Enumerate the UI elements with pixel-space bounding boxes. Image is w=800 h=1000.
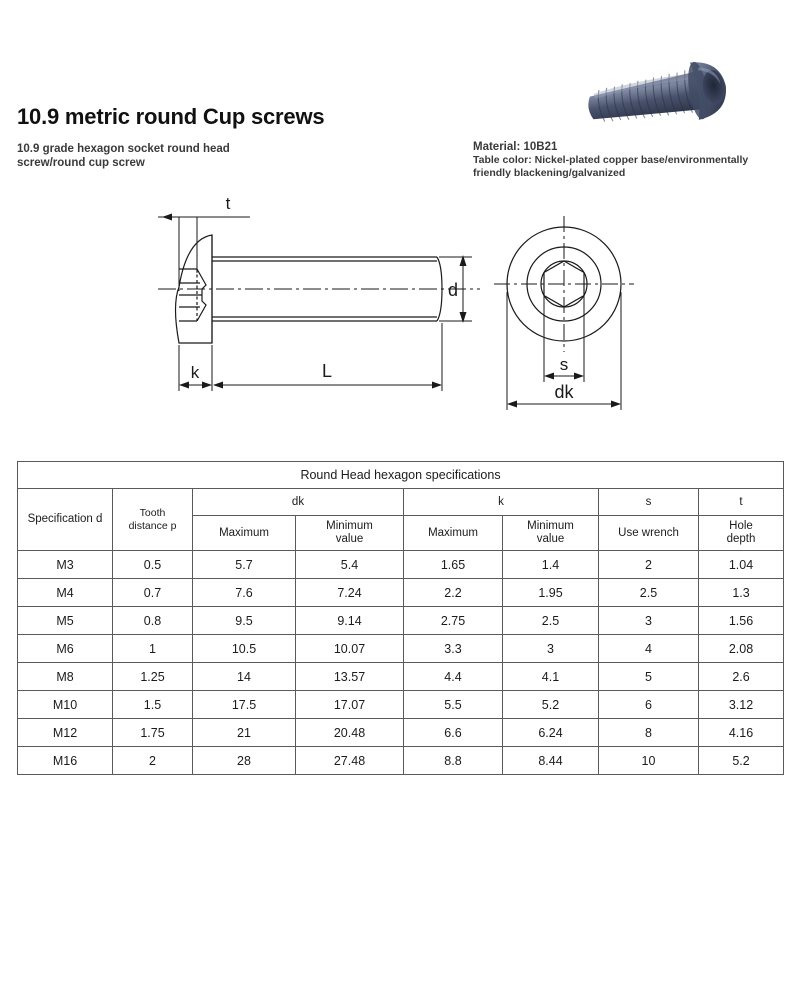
table-row [18,607,784,635]
page-subtitle: 10.9 grade hexagon socket round head screw/round cup screw [17,143,230,169]
cell-tooth-distance: 1.75 [113,719,193,747]
table-caption: Round Head hexagon specifications [18,462,784,489]
cell-k-minimum: 6.24 [503,719,599,747]
cell-k-minimum: 3 [503,635,599,663]
header-k-minimum [503,516,599,551]
dimension-arrow-dk-right [611,401,621,408]
cell-use-wrench: 5 [599,663,699,691]
header-k-minimum-line1: Minimum [527,520,574,532]
cell-k-maximum: 1.65 [404,551,503,579]
cell-hole-depth: 2.6 [699,663,784,691]
header-t-group: t [699,489,784,516]
dimension-label-s: s [559,355,569,374]
cell-use-wrench: 2 [599,551,699,579]
cell-dk-maximum: 5.7 [193,551,296,579]
header-use-wrench: Use wrench [599,516,699,551]
cell-specification: M16 [18,747,113,775]
header-tooth-distance-line2: distance p [128,519,177,532]
material-label: Material: 10B21 [473,141,558,153]
table-row [18,663,784,691]
cell-tooth-distance: 0.8 [113,607,193,635]
cell-k-maximum: 2.2 [404,579,503,607]
cell-k-minimum: 8.44 [503,747,599,775]
cell-dk-maximum: 17.5 [193,691,296,719]
cell-tooth-distance: 2 [113,747,193,775]
header-dk-minimum [296,516,404,551]
table-row [18,551,784,579]
cell-k-maximum: 4.4 [404,663,503,691]
cell-specification: M5 [18,607,113,635]
header-s-group: s [599,489,699,516]
header-specification: Specification d [18,489,113,551]
dimension-arrow-t [162,214,172,221]
cell-dk-minimum: 10.07 [296,635,404,663]
cell-k-maximum: 5.5 [404,691,503,719]
product-photo [575,62,765,134]
cell-specification: M8 [18,663,113,691]
cell-dk-maximum: 7.6 [193,579,296,607]
cell-dk-minimum: 5.4 [296,551,404,579]
dimension-arrow-s-right [574,373,584,380]
cell-tooth-distance: 1 [113,635,193,663]
cell-dk-minimum: 7.24 [296,579,404,607]
cell-k-minimum: 1.4 [503,551,599,579]
cell-specification: M3 [18,551,113,579]
table-header-row-1 [18,489,784,516]
cell-use-wrench: 8 [599,719,699,747]
dimension-label-d: d [447,280,459,300]
page-title: 10.9 metric round Cup screws [17,104,325,129]
header-dk-minimum-line2: value [335,533,364,545]
table-color-label: Table color: Nickel-plated copper base/environmentally friendly blackening/galvanized [473,154,749,179]
cell-dk-maximum: 21 [193,719,296,747]
cell-specification: M10 [18,691,113,719]
cell-specification: M6 [18,635,113,663]
cell-dk-minimum: 20.48 [296,719,404,747]
cell-dk-maximum: 10.5 [193,635,296,663]
cell-tooth-distance: 1.25 [113,663,193,691]
specifications-table [17,461,784,775]
cell-specification: M4 [18,579,113,607]
header-tooth-distance-line1: Tooth [139,506,166,519]
cell-tooth-distance: 1.5 [113,691,193,719]
table-row [18,635,784,663]
header-k-group: k [404,489,599,516]
cell-tooth-distance: 0.5 [113,551,193,579]
cell-k-minimum: 4.1 [503,663,599,691]
header-hole-depth-line2: depth [726,533,756,545]
dimension-arrow-L-left [213,382,223,389]
table-row [18,579,784,607]
dimension-arrow-dk-left [507,401,517,408]
dimension-label-L: L [321,361,333,381]
material-info-block [473,140,783,180]
cell-tooth-distance: 0.7 [113,579,193,607]
table-row [18,747,784,775]
cell-k-minimum: 1.95 [503,579,599,607]
screw-top-view [488,212,678,417]
dimension-arrow-L-right [432,382,442,389]
cell-use-wrench: 6 [599,691,699,719]
dimension-arrow-k-left [179,382,189,389]
cell-dk-minimum: 27.48 [296,747,404,775]
cell-k-minimum: 5.2 [503,691,599,719]
header-k-minimum-line2: value [536,533,565,545]
cell-hole-depth: 4.16 [699,719,784,747]
header-hole-depth [699,516,784,551]
cell-k-maximum: 6.6 [404,719,503,747]
dimension-arrow-k-right [202,382,212,389]
cell-dk-maximum: 9.5 [193,607,296,635]
dimension-label-dk: dk [554,382,574,402]
cell-k-maximum: 2.75 [404,607,503,635]
dimension-arrow-s-left [544,373,554,380]
table-row [18,691,784,719]
header-dk-group: dk [193,489,404,516]
cell-use-wrench: 2.5 [599,579,699,607]
cell-k-maximum: 8.8 [404,747,503,775]
cell-dk-minimum: 13.57 [296,663,404,691]
header-dk-maximum: Maximum [193,516,296,551]
table-row [18,719,784,747]
cell-dk-minimum: 9.14 [296,607,404,635]
cell-specification: M12 [18,719,113,747]
cell-use-wrench: 3 [599,607,699,635]
screw-side-section-view [150,195,495,405]
cell-hole-depth: 1.56 [699,607,784,635]
header-hole-depth-line1: Hole [729,520,753,532]
cell-dk-minimum: 17.07 [296,691,404,719]
cell-dk-maximum: 28 [193,747,296,775]
table-caption-row [18,462,784,489]
cell-use-wrench: 4 [599,635,699,663]
cell-k-maximum: 3.3 [404,635,503,663]
dimension-label-t: t [225,195,231,213]
cell-dk-maximum: 14 [193,663,296,691]
header-dk-minimum-line1: Minimum [326,520,373,532]
header-tooth-distance [113,489,193,551]
cell-use-wrench: 10 [599,747,699,775]
cell-hole-depth: 3.12 [699,691,784,719]
cell-hole-depth: 2.08 [699,635,784,663]
cell-hole-depth: 1.3 [699,579,784,607]
dimension-label-k: k [190,363,200,382]
cell-hole-depth: 5.2 [699,747,784,775]
cell-k-minimum: 2.5 [503,607,599,635]
header-k-maximum: Maximum [404,516,503,551]
cell-hole-depth: 1.04 [699,551,784,579]
